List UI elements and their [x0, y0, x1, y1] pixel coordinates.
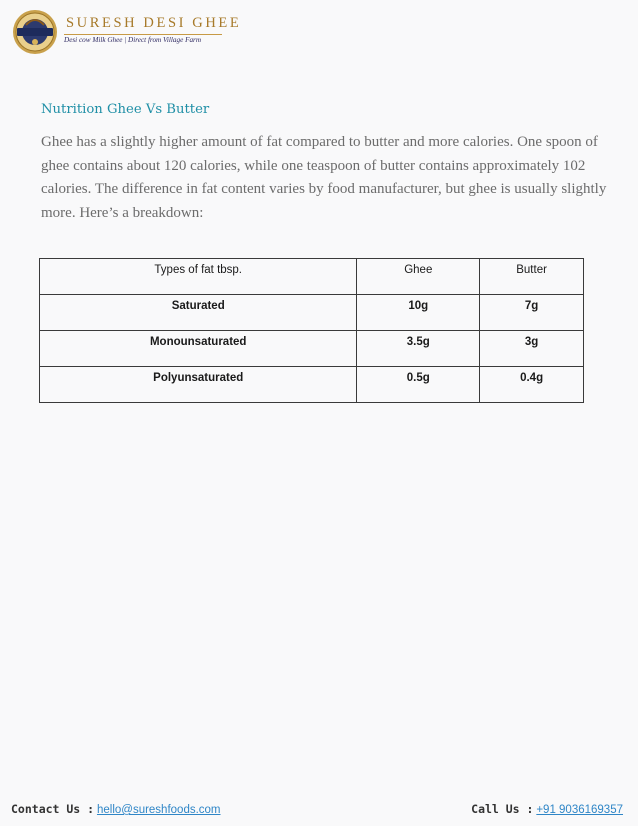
butter-value-cell: 0.4g [480, 367, 584, 403]
ghee-value-cell: 0.5g [357, 367, 480, 403]
call-label: Call Us : [471, 802, 534, 816]
butter-value-cell: 7g [480, 295, 584, 331]
table-row [40, 367, 584, 403]
brand-tagline: Desi cow Milk Ghee | Direct from Village Farm [64, 36, 202, 44]
brand-divider [64, 34, 222, 35]
table-row [40, 331, 584, 367]
section-title: Nutrition Ghee Vs Butter [41, 102, 210, 117]
email-link[interactable]: hello@sureshfoods.com [96, 804, 221, 816]
table-row [40, 295, 584, 331]
site-header [10, 6, 242, 56]
column-header-ghee: Ghee [357, 259, 480, 295]
footer-contact [11, 802, 221, 816]
butter-value-cell: 3g [480, 331, 584, 367]
fat-type-cell: Saturated [40, 295, 357, 331]
fat-comparison-table [39, 258, 584, 403]
footer-call [471, 802, 623, 816]
column-header-butter: Butter [480, 259, 584, 295]
page-footer [11, 802, 623, 818]
ghee-value-cell: 3.5g [357, 331, 480, 367]
contact-label: Contact Us : [11, 802, 95, 816]
ghee-seal-logo-icon[interactable] [12, 9, 58, 55]
table-header-row [40, 259, 584, 295]
phone-link[interactable]: +91 9036169357 [536, 804, 623, 816]
intro-paragraph: Ghee has a slightly higher amount of fat compared to butter and more calories. One spoon of ghee contains about 120 calories, while one teaspoon of butter contains approximately 102 calories. The difference in fat content varies by food manufacturer, but ghee is usually slightly more. Here’s a breakdown: [41, 134, 607, 221]
brand-name: SURESH DESI GHEE [66, 15, 242, 31]
fat-type-cell: Monounsaturated [40, 331, 357, 367]
column-header-fat-type: Types of fat tbsp. [40, 259, 357, 295]
ghee-value-cell: 10g [357, 295, 480, 331]
fat-type-cell: Polyunsaturated [40, 367, 357, 403]
